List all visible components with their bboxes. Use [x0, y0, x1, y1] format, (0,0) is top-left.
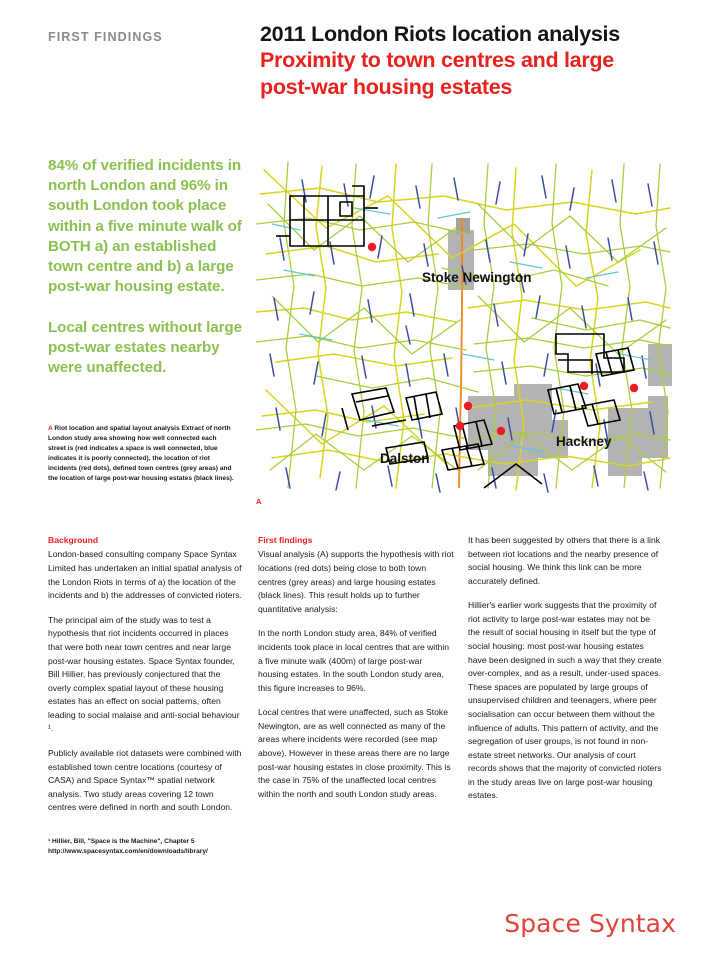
footnote-url[interactable]: http://www.spacesyntax.com/en/downloads/library/ [48, 847, 208, 855]
paragraph: Visual analysis (A) supports the hypothesis with riot locations (red dots) being close to both town centres (grey areas) and large housing estates (black lines). This result holds up to further quantitative analysis: [258, 549, 454, 614]
paragraph: The principal aim of the study was to test a hypothesis that riot incidents occurred in places that were both near town centres and near large post-war housing estates. Space Syntax founder, Bill Hillier, has previously conjectured that the overly complex spatial layout of these housing estates has an effect on social patterns, often leading to social malaise and anti-social behaviour ¹. [48, 614, 240, 734]
column-first-findings [258, 534, 454, 857]
paragraph: Publicly available riot datasets were combined with established town centre locations (courtesy of CASA) and Space Syntax™ spatial network analysis. Two study areas covering 12 town centres were defined in north and south London. [48, 747, 242, 813]
pull-quote-paragraph-2: Local centres without large post-war estates nearby were unaffected. [48, 318, 242, 376]
figure-corner-marker: A [256, 497, 262, 506]
paragraph: In the north London study area, 84% of verified incidents took place in local centres that are within a five minute walk (400m) of large post-war housing estates. In the south London study area, this figure increases to 96%. [258, 628, 450, 693]
footnote-citation: ¹ Hillier, Bill, "Space is the Machine", Chapter 5 [48, 837, 195, 845]
map-label-dalston: Dalston [380, 451, 430, 466]
map-label-hackney: Hackney [556, 434, 612, 449]
paragraph: Hillier's earlier work suggests that the proximity of riot activity to large post-war estates may not be the result of social housing in itself but the type of social housing: most post-war housing estates have been designed in such a way that they create over-complex, and as a result, under-used spaces. These spaces are populated by large groups of unsupervised children and teenagers, where peer socialisation can occur between them without the influence of adults. This pattern of activity, and the segregation of user groups, is not found in non-estate street networks. Our analysis of court records shows that the majority of convicted rioters in the study areas live on large post-war housing estates. [468, 600, 662, 801]
figure-caption-title: Riot location and spatial layout analysis [54, 425, 180, 432]
page-title [260, 22, 680, 100]
title-sub-line1: Proximity to town centres and large [260, 48, 614, 73]
page-header [0, 0, 720, 130]
paragraph: It has been suggested by others that there is a link between riot locations and the nearby presence of social housing. We think this link can be more accurately defined. [468, 535, 661, 586]
title-sub-line2: post-war housing estates [260, 74, 513, 99]
header-kicker: FIRST FINDINGS [48, 30, 163, 44]
space-syntax-logo: Space Syntax [504, 909, 676, 938]
column-discussion [468, 534, 664, 857]
body-columns [48, 534, 674, 857]
paragraph: London-based consulting company Space Syntax Limited has undertaken an initial spatial analysis of the London Riots in terms of a) the location of the incidents and b) the addresses of convicted rioters. [48, 549, 242, 601]
column-background [48, 534, 244, 857]
riot-location-map[interactable] [256, 158, 672, 495]
pull-quote [48, 156, 244, 378]
figure-caption [48, 424, 234, 484]
title-main: 2011 London Riots location analysis [260, 22, 620, 46]
figure-caption-label: A [48, 425, 53, 432]
column-heading-first-findings: First findings [258, 535, 313, 545]
map-label-stoke-newington: Stoke Newington [422, 270, 532, 285]
column-heading-background: Background [48, 535, 99, 545]
figure-caption-body: Extract of north London study area showing how well connected each street is (red indicates a space is well connected, blue indicates it is poorly connected), the location of riot incidents (red dots), defined town centres (grey areas) and the location of large post-war housing estates (black lines). [48, 425, 234, 483]
pull-quote-paragraph-1: 84% of verified incidents in north London and 96% in south London took place within a five minute walk of BOTH a) an established town centre and b) a large post-war housing estate. [48, 157, 242, 296]
paragraph: Local centres that were unaffected, such as Stoke Newington, are as well connected as many of the areas where incidents were recorded (see map above). However in these areas there are no large post-war housing estates in close proximity. This is the case in 75% of the unaffected local centres within the north and south London study areas. [258, 707, 451, 799]
footnote [48, 837, 244, 857]
